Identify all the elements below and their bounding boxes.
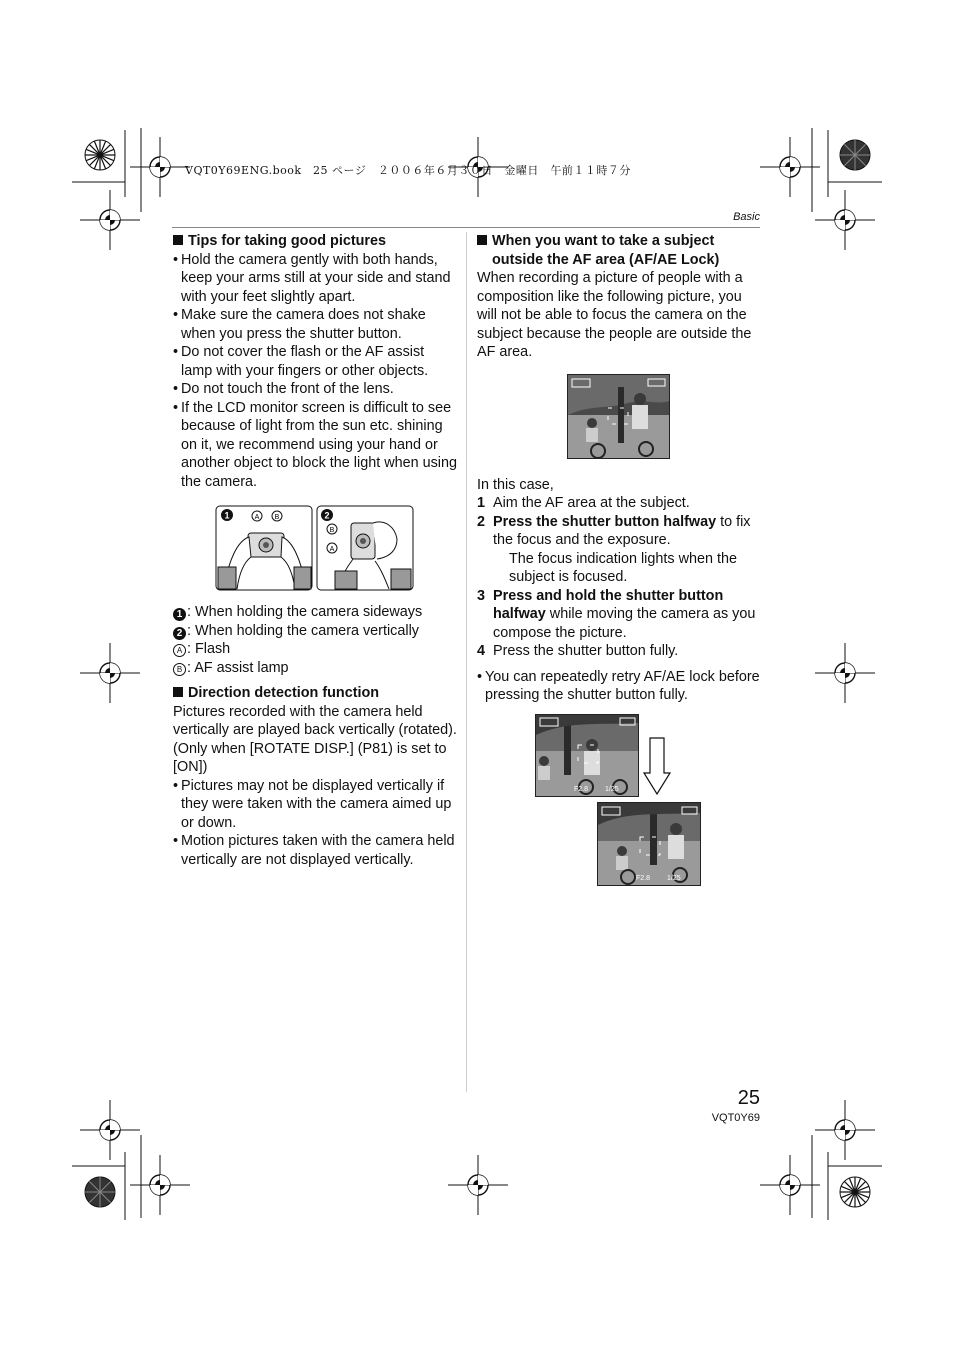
camera-holding-illustration	[215, 505, 415, 591]
legend-key: A	[173, 644, 186, 657]
legend-text: : AF assist lamp	[187, 659, 289, 676]
model-code: VQT0Y69	[711, 1112, 760, 1124]
af-area-photo-locked	[535, 714, 639, 797]
list-item: • Do not cover the flash or the AF assist lamp with your fingers or other objects.	[173, 343, 458, 380]
legend-key: 2	[173, 627, 186, 640]
af-lock-steps	[477, 494, 761, 661]
tips-list	[173, 251, 458, 492]
legend-text: : Flash	[187, 641, 231, 657]
af-lock-body: When recording a picture of people with a composition like the following picture, you will not be able to focus the camera on the subject because the people are outside the AF area.	[477, 270, 752, 360]
af-area-photo-before	[567, 374, 670, 459]
shutter-readout: 1/25	[667, 875, 681, 882]
in-this-case-text: In this case,	[477, 476, 554, 493]
step-item: 3 Press and hold the shutter button halfway while moving the camera as you compose the picture.	[477, 587, 756, 641]
direction-heading: Direction detection function	[173, 684, 458, 703]
square-bullet-icon	[173, 235, 183, 245]
down-arrow-icon	[643, 737, 671, 795]
legend-row	[173, 659, 458, 678]
af-area-photo-recomposed	[597, 802, 701, 886]
list-item: • Pictures may not be displayed vertically if they were taken with the camera aimed up or down.	[173, 777, 458, 833]
list-item: • Motion pictures taken with the camera held vertically are not displayed vertically.	[173, 832, 458, 869]
left-column	[173, 232, 458, 869]
figure-label-b: B	[274, 514, 280, 521]
list-item: • You can repeatedly retry AF/AE lock before pressing the shutter button fully.	[477, 668, 761, 705]
step-sub-list	[493, 550, 761, 587]
list-item: The focus indication lights when the subject is focused.	[509, 550, 737, 585]
legend-key: B	[173, 663, 186, 676]
aperture-readout: F2.8	[574, 786, 589, 793]
list-item: • Hold the camera gently with both hands, keep your arms still at your side and stand with your feet slightly apart.	[173, 251, 458, 307]
legend-row	[173, 640, 458, 659]
step-item: 1 Aim the AF area at the subject.	[477, 495, 690, 511]
tips-heading: Tips for taking good pictures	[173, 232, 458, 251]
retry-list	[477, 668, 761, 705]
af-lock-heading: When you want to take a subject outside the AF area (AF/AE Lock)	[477, 232, 761, 269]
right-column	[477, 232, 761, 705]
list-item: • Do not touch the front of the lens.	[173, 380, 458, 399]
list-item: • If the LCD monitor screen is difficult to see because of light from the sun etc. shining on it, we recommend using your hand or another object to block the light when using the camera.	[173, 399, 458, 492]
square-bullet-icon	[477, 235, 487, 245]
figure-label-two: 2	[324, 510, 330, 521]
column-divider	[466, 232, 467, 1092]
direction-body: Pictures recorded with the camera held vertically are played back vertically (rotated). (Only when [ROTATE DISP.] (P81) is set to [ON])	[173, 703, 457, 775]
figure-label-a-vertical: A	[329, 546, 335, 553]
shutter-readout: 1/25	[605, 786, 619, 793]
figure-label-one: 1	[224, 510, 230, 521]
page-number: 25	[737, 1087, 760, 1109]
step-item: 2 Press the shutter button halfway to fix the focus and the exposure. The focus indication lights when the subject is focused.	[477, 513, 761, 587]
section-label: Basic	[733, 211, 760, 223]
step-item: 4 Press the shutter button fully.	[477, 643, 679, 659]
square-bullet-icon	[173, 687, 183, 697]
legend-text: : When holding the camera vertically	[187, 622, 419, 639]
figure-label-a: A	[254, 514, 260, 521]
legend-key: 1	[173, 608, 186, 621]
header-rule	[172, 227, 760, 228]
legend-text: : When holding the camera sideways	[187, 604, 423, 620]
figure-legend	[173, 603, 458, 677]
list-item: • Make sure the camera does not shake when you press the shutter button.	[173, 306, 458, 343]
legend-row	[173, 603, 458, 622]
legend-row	[173, 622, 458, 641]
direction-list	[173, 777, 458, 870]
figure-label-b-vertical: B	[329, 527, 335, 534]
aperture-readout: F2.8	[636, 875, 651, 882]
book-file-header: VQT0Y69ENG.book 25 ページ ２００６年６月３０日 金曜日 午前１１時７分	[185, 164, 631, 177]
